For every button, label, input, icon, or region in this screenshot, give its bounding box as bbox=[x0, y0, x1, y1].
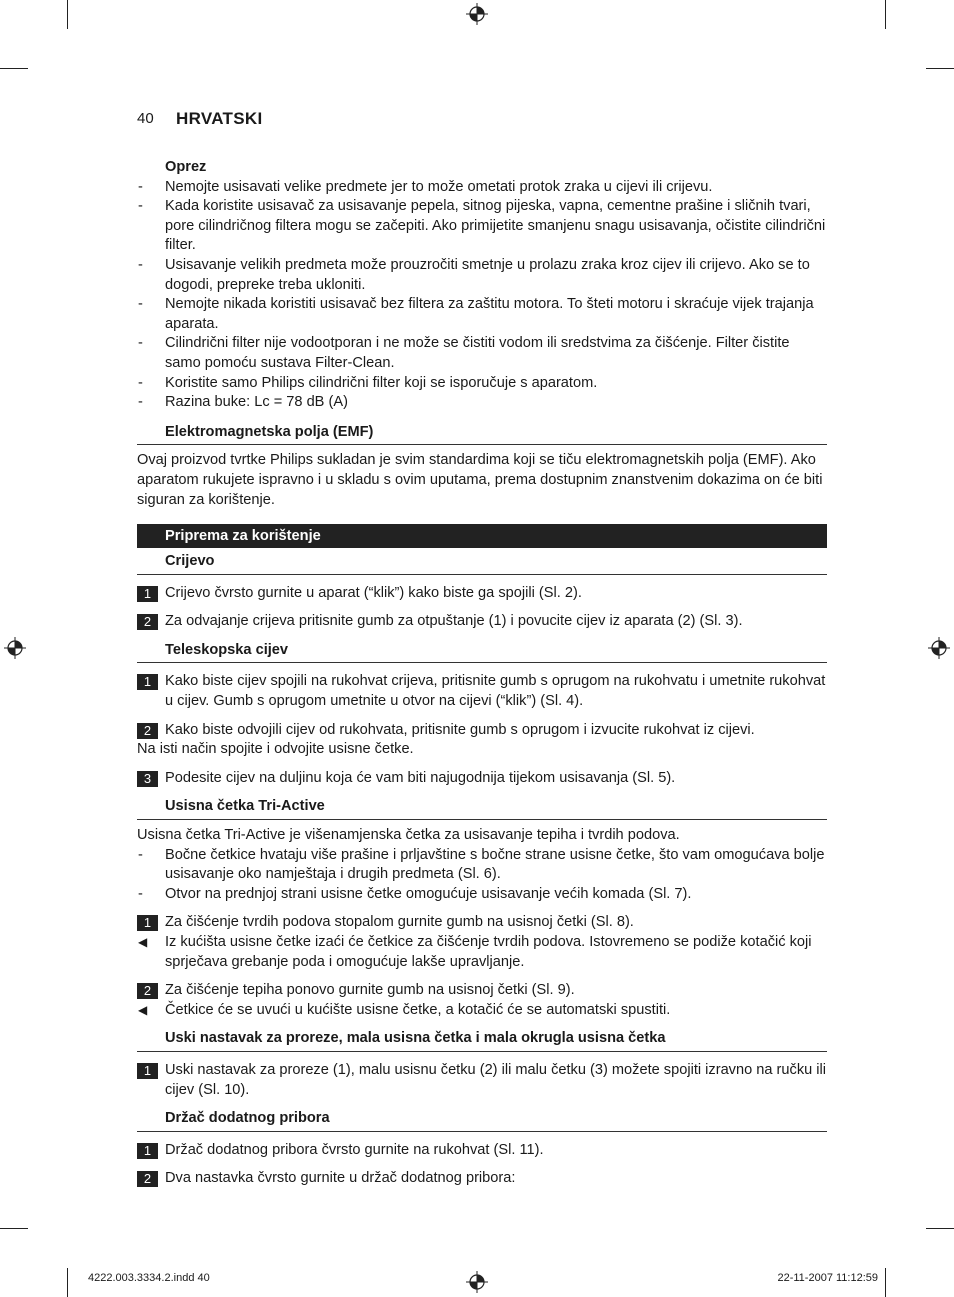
list-item: - Razina buke: Lc = 78 dB (A) bbox=[138, 394, 348, 411]
crop-mark bbox=[885, 1268, 886, 1297]
registration-mark-icon bbox=[466, 1271, 488, 1293]
list-item: - Cilindrični filter nije vodootporan i ne može se čistiti vodom ili sredstvima za čišćenje. Filter čistite samo pomoću sustava Filter-Clean. bbox=[138, 335, 790, 371]
result-bullet: ◀ Četkice će se uvući u kućište usisne četke, a kotačić će se automatski spustiti. bbox=[137, 1001, 827, 1021]
uski-heading: Uski nastavak za proreze, mala usisna četka i mala okrugla usisna četka bbox=[137, 1029, 827, 1052]
step-number: 1 bbox=[137, 1143, 158, 1159]
step-number: 3 bbox=[137, 771, 158, 787]
step-item: 1 Uski nastavak za proreze (1), malu usisnu četku (2) ili malu četku (3) možete spojiti izravno na ručku ili cijev (Sl. 10). bbox=[137, 1061, 827, 1100]
crop-mark bbox=[885, 0, 886, 29]
triactive-list bbox=[137, 846, 827, 905]
step-number: 1 bbox=[137, 674, 158, 690]
step-number: 2 bbox=[137, 1171, 158, 1187]
crop-mark bbox=[926, 1228, 954, 1229]
result-bullet: ◀ Iz kućišta usisne četke izaći će četkice za čišćenje tvrdih podova. Istovremeno se podiže kotačić koji sprječava grebanje poda i omogućuje lakše upravljanje. bbox=[138, 934, 812, 970]
section-heading-priprema: Priprema za korištenje bbox=[137, 524, 827, 548]
crijevo-heading: Crijevo bbox=[137, 552, 827, 575]
emf-heading: Elektromagnetska polja (EMF) bbox=[137, 423, 827, 446]
crop-mark bbox=[0, 1228, 28, 1229]
step-item: 1 Za čišćenje tvrdih podova stopalom gurnite gumb na usisnoj četki (Sl. 8). bbox=[137, 913, 827, 933]
step-number: 1 bbox=[137, 586, 158, 602]
triactive-heading: Usisna četka Tri-Active bbox=[137, 797, 827, 820]
step-item: 2 Za odvajanje crijeva pritisnite gumb za otpuštanje (1) i povucite cijev iz aparata (2) (Sl. 3). bbox=[137, 612, 827, 632]
triangle-bullet-icon: ◀ bbox=[138, 1002, 148, 1017]
step-number: 2 bbox=[137, 723, 158, 739]
page-number: 40 bbox=[137, 110, 154, 127]
crop-mark bbox=[926, 68, 954, 69]
footer-file-info: 4222.003.3334.2.indd 40 bbox=[88, 1272, 210, 1284]
step-item: 2 Za čišćenje tepiha ponovo gurnite gumb na usisnoj četki (Sl. 9). bbox=[137, 981, 827, 1001]
drzac-heading: Držač dodatnog pribora bbox=[137, 1109, 827, 1132]
emf-paragraph: Ovaj proizvod tvrtke Philips sukladan je svim standardima koji se tiču elektromagnetskih polja (EMF). Ako aparatom rukujete ispravno i u skladu s ovim uputama, prema dostupnim znanstvenim dokazima on će biti siguran za korištenje. bbox=[137, 452, 823, 508]
step-number: 2 bbox=[137, 614, 158, 630]
page-language-heading: HRVATSKI bbox=[176, 109, 263, 128]
step-item: 1 Crijevo čvrsto gurnite u aparat (“klik”) kako biste ga spojili (Sl. 2). bbox=[137, 584, 827, 604]
teleskopska-note: Na isti način spojite i odvojite usisne četke. bbox=[137, 741, 414, 758]
step-number: 1 bbox=[137, 1063, 158, 1079]
triangle-bullet-icon: ◀ bbox=[138, 935, 148, 949]
oprez-heading: Oprez bbox=[165, 159, 207, 175]
step-item: 2 Kako biste odvojili cijev od rukohvata, pritisnite gumb s oprugom i izvucite rukohvat iz cijevi. bbox=[137, 721, 827, 741]
crop-mark bbox=[0, 68, 28, 69]
teleskopska-heading: Teleskopska cijev bbox=[137, 641, 827, 664]
step-number: 2 bbox=[137, 983, 158, 999]
list-item: - Bočne četkice hvataju više prašine i prljavštine s bočne strane usisne četke, što vam omogućava bolje usisavanje oko namještaja i drugih predmeta (Sl. 6). bbox=[138, 846, 825, 883]
list-item: - Usisavanje velikih predmeta može prouzročiti smetnje u prolazu zraka kroz cijev ili crijevo. Ako se to dogodi, prepreke treba ukloniti. bbox=[138, 256, 810, 293]
list-item: - Koristite samo Philips cilindrični filter koji se isporučuje s aparatom. bbox=[138, 374, 598, 391]
oprez-list bbox=[137, 178, 827, 413]
footer-datetime: 22-11-2007 11:12:59 bbox=[777, 1272, 878, 1284]
step-item: 1 Kako biste cijev spojili na rukohvat crijeva, pritisnite gumb s oprugom na rukohvatu i umetnite rukohvat u cijev. Gumb s oprugom umetnite u otvor na cijevi (“klik”) (Sl. 4). bbox=[137, 672, 827, 711]
crop-mark bbox=[67, 1268, 68, 1297]
triactive-intro: Usisna četka Tri-Active je višenamjenska četka za usisavanje tepiha i tvrdih podova. bbox=[137, 827, 680, 844]
step-item: 2 Dva nastavka čvrsto gurnite u držač dodatnog pribora: bbox=[137, 1169, 827, 1189]
list-item: - Kada koristite usisavač za usisavanje pepela, sitnog pijeska, vapna, cementne prašine i sličnih tvari, pore cilindričnog filtera mogu se začepiti. Ako primijetite smanjenu snagu usisavanja, očistite cilindrični filter. bbox=[138, 198, 826, 254]
list-item: - Nemojte usisavati velike predmete jer to može ometati protok zraka u cijevi ili crijevu. bbox=[138, 178, 713, 195]
list-item: - Otvor na prednjoj strani usisne četke omogućuje usisavanje većih komada (Sl. 7). bbox=[138, 885, 692, 902]
registration-mark-icon bbox=[928, 637, 950, 659]
crop-mark bbox=[67, 0, 68, 29]
step-number: 1 bbox=[137, 915, 158, 931]
step-item: 3 Podesite cijev na duljinu koja će vam biti najugodnija tijekom usisavanja (Sl. 5). bbox=[137, 769, 827, 789]
list-item: - Nemojte nikada koristiti usisavač bez filtera za zaštitu motora. To šteti motoru i skraćuje vijek trajanja aparata. bbox=[138, 296, 814, 332]
page-content bbox=[137, 158, 827, 1189]
registration-mark-icon bbox=[4, 637, 26, 659]
registration-mark-icon bbox=[466, 3, 488, 25]
step-item: 1 Držač dodatnog pribora čvrsto gurnite na rukohvat (Sl. 11). bbox=[137, 1141, 827, 1161]
